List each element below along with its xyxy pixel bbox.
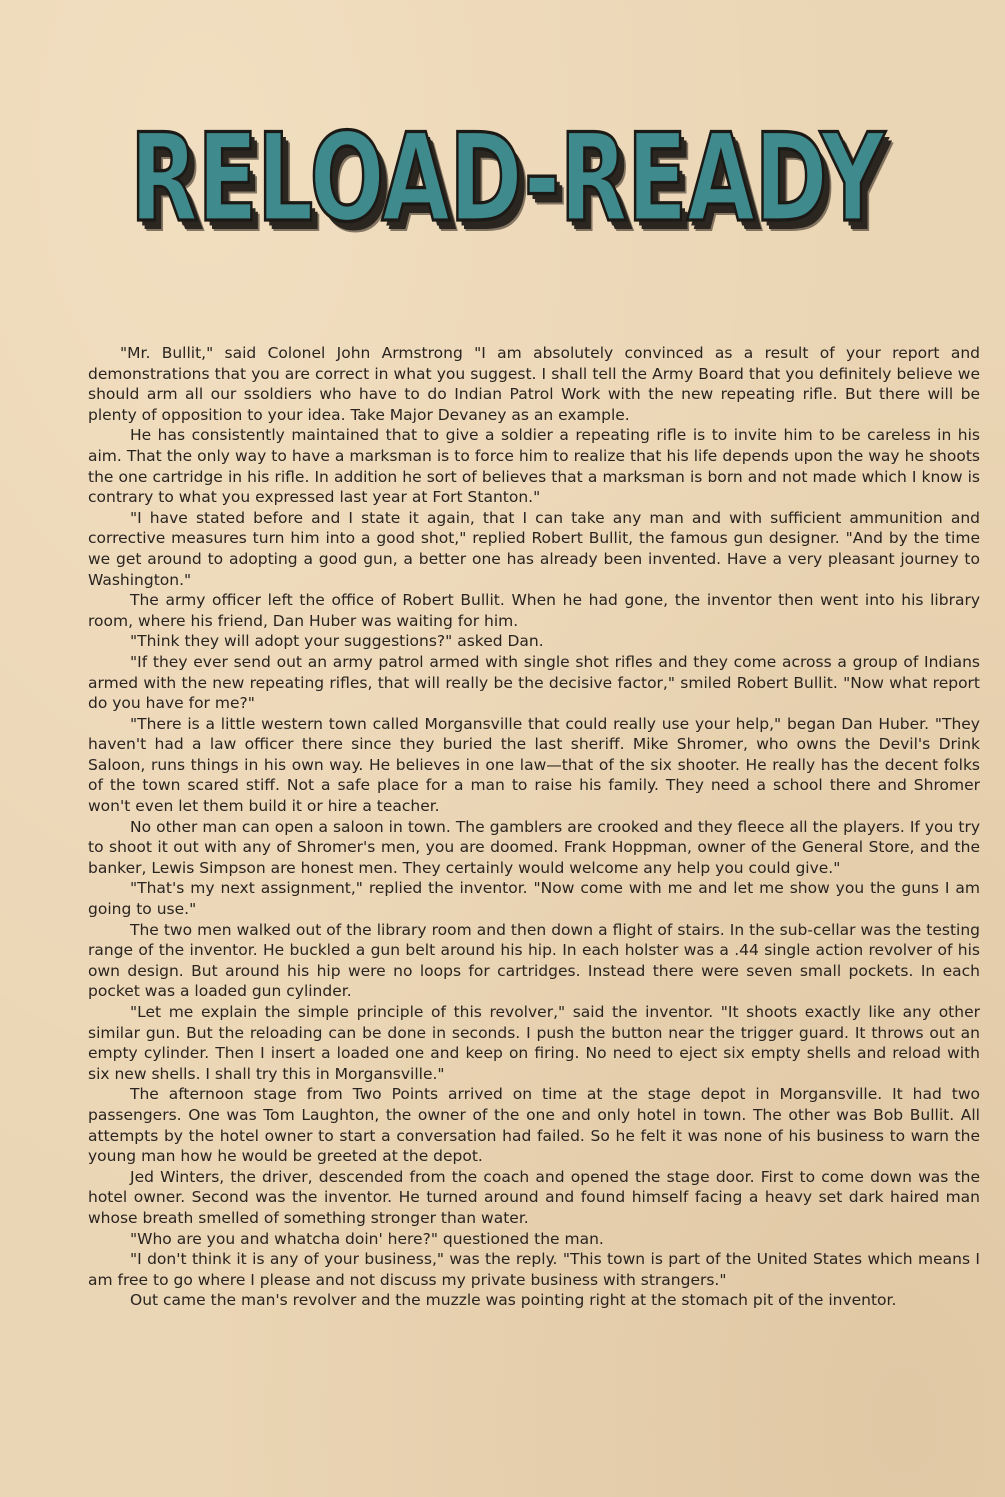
- paragraph: "Who are you and whatcha doin' here?" questioned the man.: [130, 1229, 604, 1248]
- paragraph: "I have stated before and I state it again, that I can take any man and with sufficient ammunition and corrective measures turn him into a good shot," replied Robert Bullit, the famous gun designer. "And by the time we get around to adopting a good gun, a better one has already been invented. Have a very pleasant journey to Washington.": [88, 508, 980, 589]
- paragraph: "Let me explain the simple principle of this revolver," said the inventor. "It shoots exactly like any other similar gun. But the reloading can be done in seconds. I push the button near the trigger guard. It throws out an empty cylinder. Then I insert a loaded one and keep on firing. No need to eject six empty shells and reload with six new shells. I shall try this in Morgansville.": [88, 1003, 980, 1083]
- paragraph: The two men walked out of the library room and then down a flight of stairs. In the sub-cellar was the testing range of the inventor. He buckled a gun belt around his hip. In each holster was a .44 single action revolver of his own design. But around his hip were no loops for cartridges. Instead there were seven small pockets. In each pocket was a loaded gun cylinder.: [88, 920, 980, 1001]
- paragraph: "Think they will adopt your suggestions?" asked Dan.: [130, 632, 544, 651]
- paragraph: Jed Winters, the driver, descended from the coach and opened the stage door. First to come down was the hotel owner. Second was the inventor. He turned around and found himself facing a heavy set dark haired man whose breath smelled of something stronger than water.: [88, 1167, 980, 1227]
- paragraph: "That's my next assignment," replied the inventor. "Now come with me and let me show you the guns I am going to use.": [88, 879, 980, 919]
- paragraph: "There is a little western town called Morgansville that could really use your help," began Dan Huber. "They haven't had a law officer there since they buried the last sheriff. Mike Shromer, who owns the Devil's Drink Saloon, runs things in his own way. He believes in one law—that of the six shooter. He really has the decent folks of the town scared stiff. Not a safe place for a man to raise his family. They need a school there and Shromer won't even let them build it or hire a teacher.: [88, 714, 980, 816]
- paragraph: The army officer left the office of Robert Bullit. When he had gone, the inventor then went into his library room, where his friend, Dan Huber was waiting for him.: [88, 591, 980, 630]
- paragraph: He has consistently maintained that to give a soldier a repeating rifle is to invite him to be careless in his aim. That the only way to have a marksman is to force him to realize that his life depends upon the way he shoots the one cartridge in his rifle. In addition he sort of believes that a marksman is born and not made which I know is contrary to what you expressed last year at Fort Stanton.": [88, 426, 980, 507]
- paragraph: No other man can open a saloon in town. The gamblers are crooked and they fleece all the players. If you try to shoot it out with any of Shromer's men, you are doomed. Frank Hoppman, owner of the General Store, and the banker, Lewis Simpson are honest men. They certainly would welcome any help you could give.": [88, 817, 980, 877]
- paragraph: The afternoon stage from Two Points arrived on time at the stage depot in Morgansville. It had two passengers. One was Tom Laughton, the owner of the one and only hotel in town. The other was Bob Bullit. All attempts by the hotel owner to start a conversation had failed. So he felt it was none of his business to warn the young man how he would be greeted at the depot.: [88, 1085, 980, 1166]
- paragraph: "I don't think it is any of your business," was the reply. "This town is part of the United States which means I am free to go where I please and not discuss my private business with strangers.": [88, 1250, 980, 1289]
- story-text: [88, 343, 980, 1443]
- story-title: RELOAD-READY: [130, 109, 884, 250]
- paragraph: "If they ever send out an army patrol armed with single shot rifles and they come across a group of Indians armed with the new repeating rifles, that will really be the decisive factor," smiled Robert Bullit. "Now what report do you have for me?": [88, 652, 980, 713]
- paragraph: Out came the man's revolver and the muzzle was pointing right at the stomach pit of the inventor.: [130, 1291, 897, 1310]
- paragraph: "Mr. Bullit," said Colonel John Armstrong "I am absolutely convinced as a result of your report and demonstrations that you are correct in what you suggest. I shall tell the Army Board that you definitely believe we should arm all our ssoldiers who have to do Indian Patrol Work with the new repeating rifle. But there will be plenty of opposition to your idea. Take Major Devaney as an example.: [88, 344, 980, 424]
